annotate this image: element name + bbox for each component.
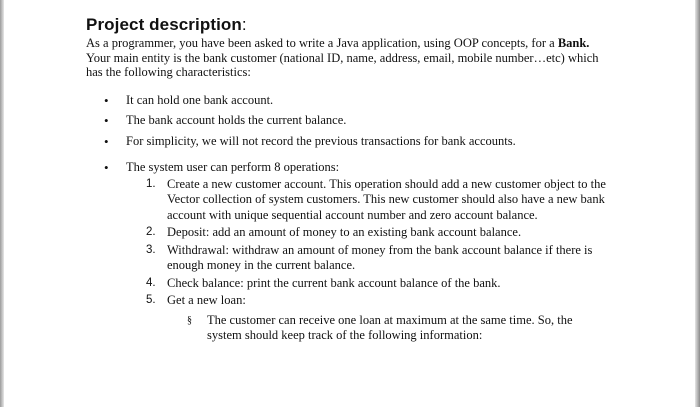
page-edge-right bbox=[695, 0, 700, 407]
operation-number: 4. bbox=[146, 276, 156, 289]
operation-item bbox=[126, 293, 607, 309]
page-edge-left bbox=[0, 0, 4, 407]
page-title bbox=[86, 14, 626, 35]
loan-sub-item-text: The customer can receive one loan at maximum at the same time. So, the system should keep track of the following information: bbox=[207, 312, 573, 342]
operation-text: Get a new loan: bbox=[167, 293, 246, 307]
bullet-icon: • bbox=[104, 133, 109, 149]
document-body bbox=[86, 14, 626, 343]
list-item bbox=[86, 113, 626, 128]
page-title-text: Project description bbox=[86, 15, 242, 34]
characteristics-list bbox=[86, 93, 626, 149]
operation-number: 3. bbox=[146, 243, 156, 256]
list-item bbox=[86, 93, 626, 108]
operation-text: Withdrawal: withdraw an amount of money from the bank account balance if there is enough money in the current balance. bbox=[167, 242, 593, 272]
operation-text: Deposit: add an amount of money to an existing bank account balance. bbox=[167, 225, 522, 239]
operation-item bbox=[126, 276, 607, 292]
intro-text-start: As a programmer, you have been asked to write a Java application, using OOP concepts, for a bbox=[86, 36, 558, 50]
loan-sub-item bbox=[126, 313, 607, 343]
operation-text: Check balance: print the current bank account balance of the bank. bbox=[167, 275, 501, 290]
list-item-text: For simplicity, we will not record the previous transactions for bank accounts. bbox=[126, 133, 516, 148]
bullet-icon: • bbox=[104, 113, 109, 128]
operation-item bbox=[126, 225, 607, 241]
operation-number: 1. bbox=[146, 177, 156, 190]
intro-text-end: Your main entity is the bank customer (national ID, name, address, email, mobile number…etc) which has the following characteristics: bbox=[86, 50, 599, 79]
operation-number: 2. bbox=[146, 226, 156, 238]
list-item-text: The bank account holds the current balance. bbox=[126, 113, 347, 127]
bullet-icon: • bbox=[104, 159, 109, 175]
operation-text: Create a new customer account. This operation should add a new customer object to the Vector collection of system customers. This new customer should also have a new bank account with unique sequential account number and zero account balance. bbox=[167, 176, 606, 222]
operations-list bbox=[126, 177, 626, 309]
intro-bold-bank: Bank. bbox=[557, 36, 590, 50]
intro-paragraph bbox=[86, 36, 611, 80]
operation-item bbox=[126, 243, 607, 274]
operation-item bbox=[126, 177, 607, 224]
list-item bbox=[86, 134, 626, 149]
operations-title: The system user can perform 8 operations: bbox=[126, 159, 340, 174]
list-item-text: It can hold one bank account. bbox=[126, 92, 274, 107]
operation-number: 5. bbox=[146, 294, 156, 306]
section-sign-icon: § bbox=[187, 314, 192, 326]
bullet-icon: • bbox=[104, 92, 109, 108]
page-title-colon: : bbox=[241, 15, 247, 34]
operations-section bbox=[86, 160, 626, 343]
